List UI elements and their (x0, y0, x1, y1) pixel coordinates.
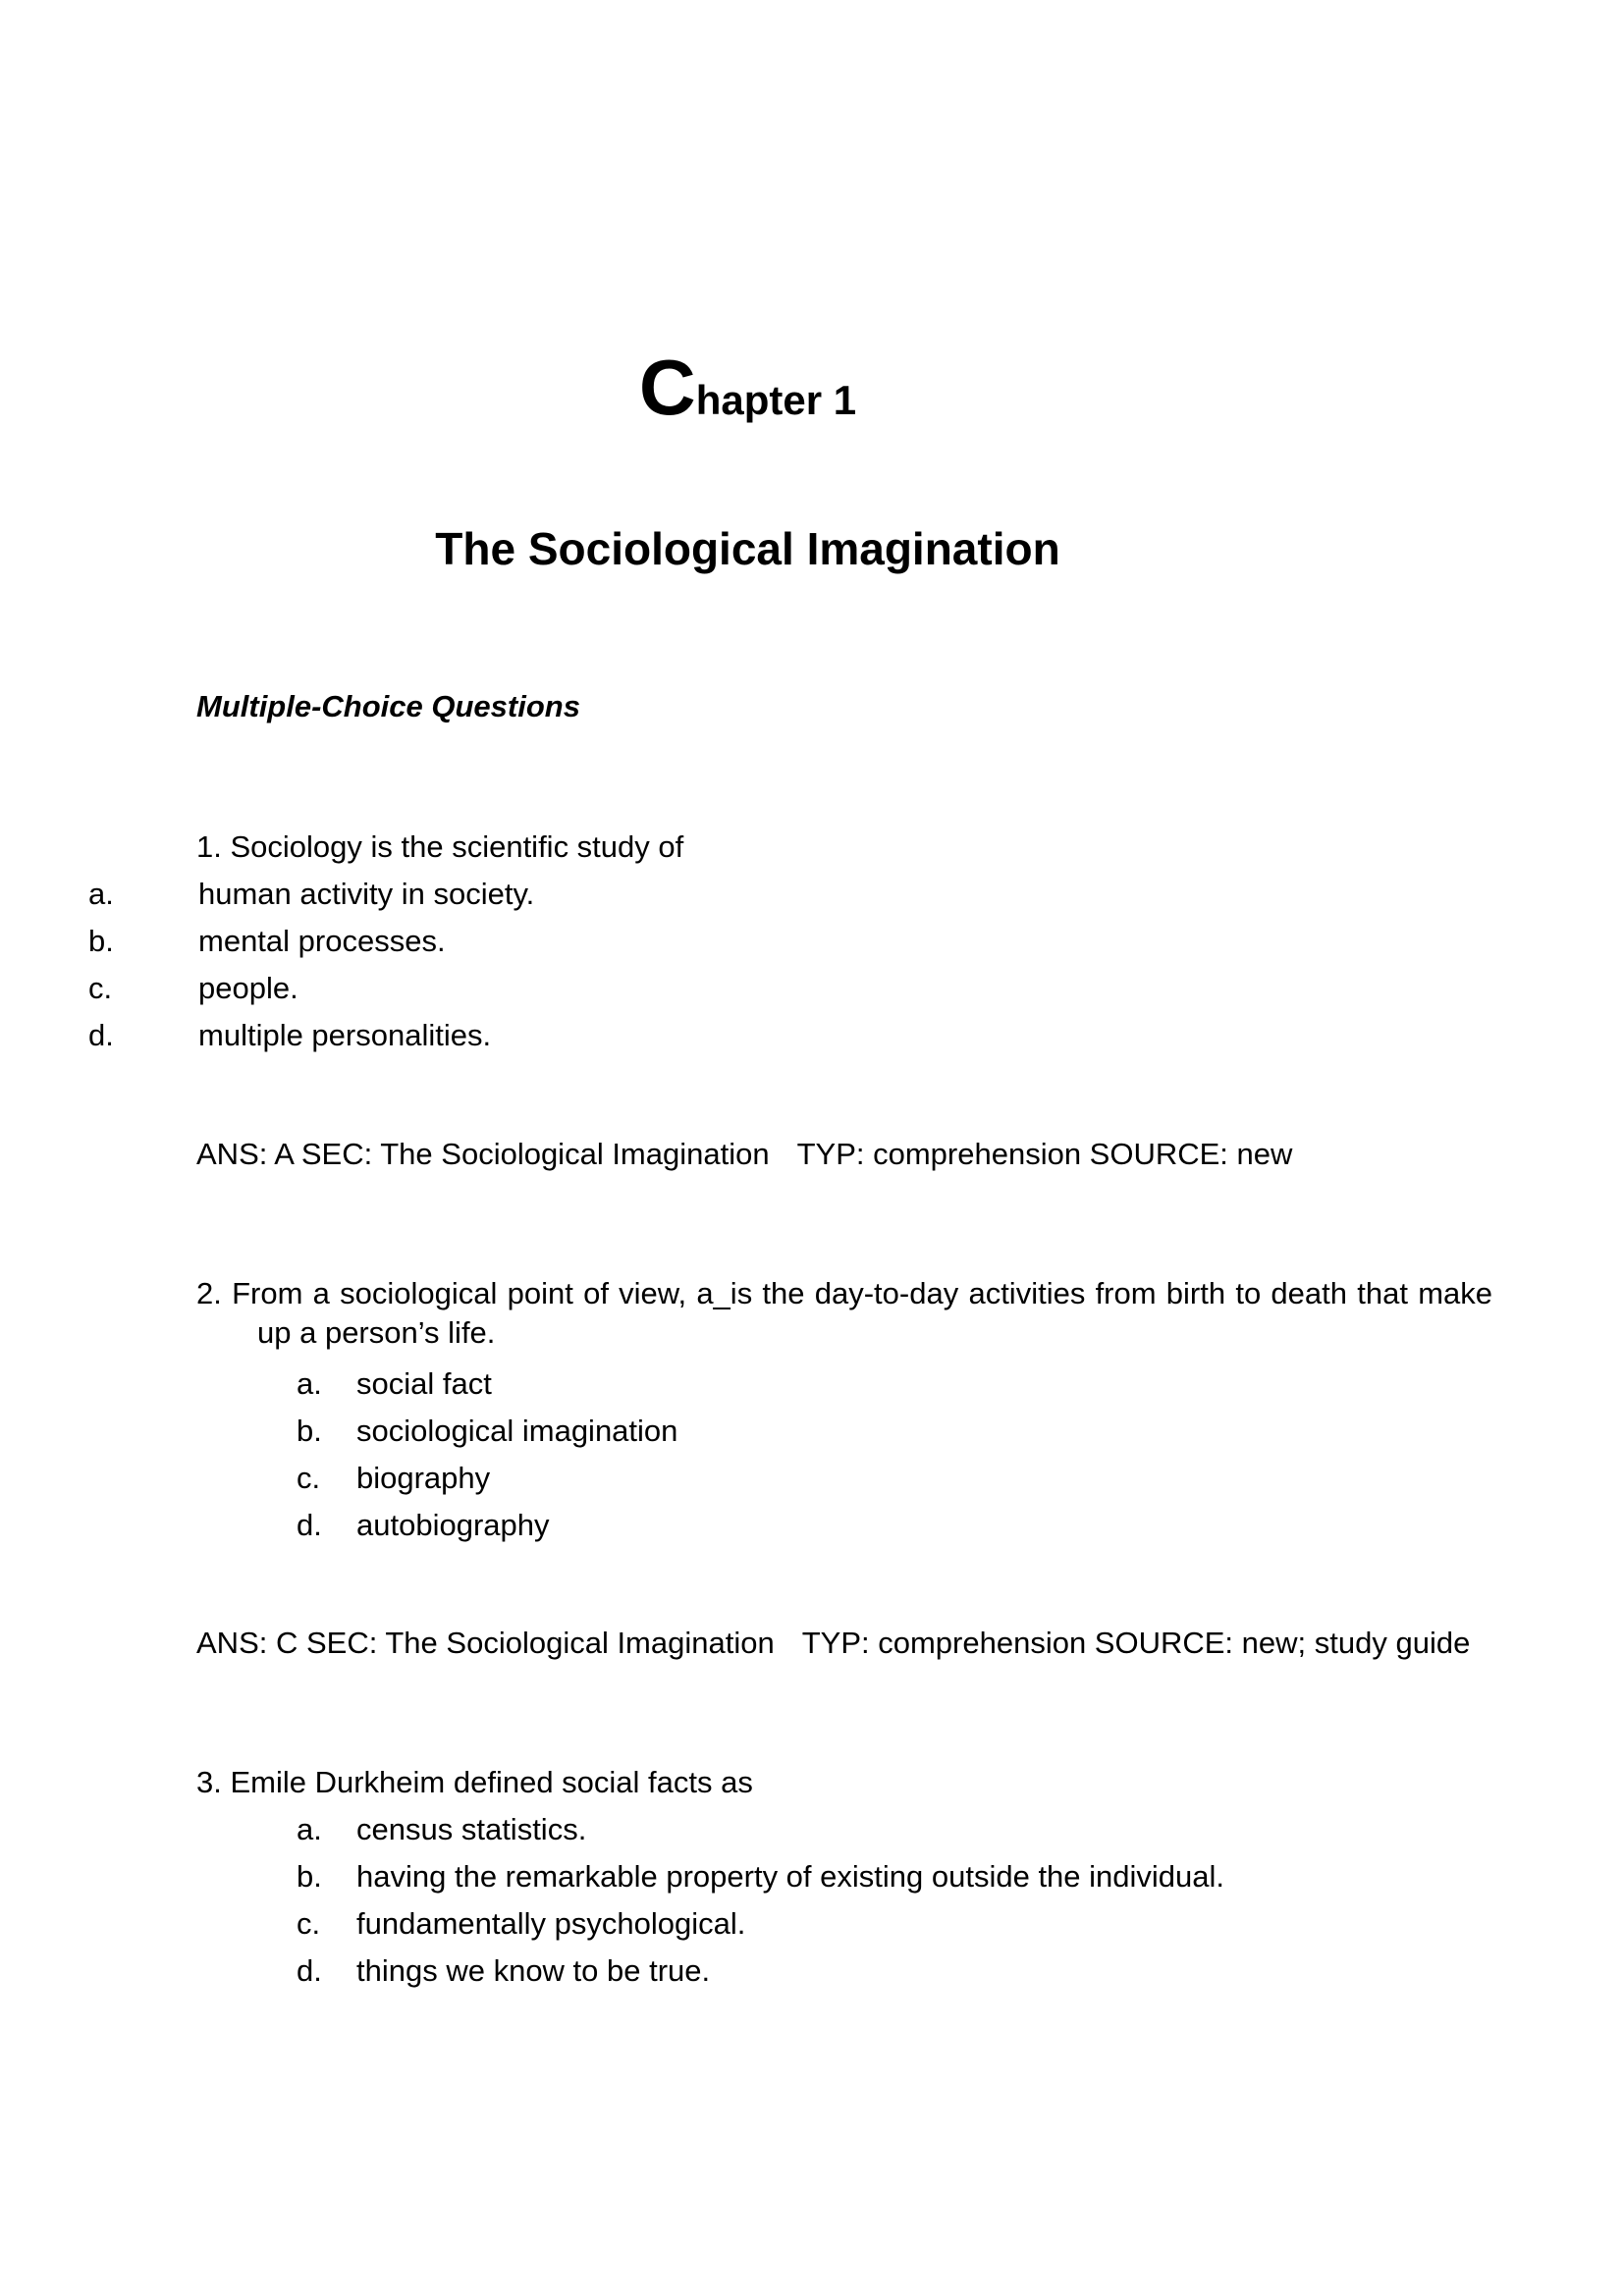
question-3-option-letter: d. (297, 1953, 322, 1988)
question-3-option-text: fundamentally psychological. (356, 1906, 746, 1941)
question-2-stem: 2. From a sociological point of view, a_is the day-to-day activities from birth to death that make up a person’s life. (196, 1276, 1492, 1350)
question-3-stem: 3. Emile Durkheim defined social facts as (196, 1765, 753, 1799)
question-3-option-text: having the remarkable property of existing outside the individual. (356, 1859, 1225, 1894)
question-2-option-text: sociological imagination (356, 1414, 678, 1448)
question-2-option-letter: a. (297, 1366, 322, 1401)
question-1-option-letter: c. (88, 971, 113, 1005)
answer-key: ANS: C SEC: The Sociological Imagination (196, 1626, 775, 1660)
question-3-option-text: things we know to be true. (356, 1953, 711, 1988)
question-1-option-letter: d. (88, 1018, 114, 1052)
question-1-stem: 1. Sociology is the scientific study of (196, 829, 684, 864)
section-heading: Multiple-Choice Questions (196, 689, 580, 723)
question-2-option-letter: d. (297, 1508, 322, 1542)
question-1-answer-line (196, 1135, 1292, 1174)
answer-key: ANS: A SEC: The Sociological Imagination (196, 1137, 770, 1171)
question-3-option-letter: b. (297, 1859, 322, 1894)
question-2-answer-line (196, 1624, 1470, 1663)
question-2-option-text: biography (356, 1461, 491, 1495)
question-1-option-text: multiple personalities. (198, 1018, 492, 1052)
chapter-title (0, 344, 1495, 431)
question-1-option-letter: b. (88, 924, 114, 958)
question-1-option-text: human activity in society. (198, 877, 535, 911)
question-3-option-letter: c. (297, 1906, 321, 1941)
answer-meta: TYP: comprehension SOURCE: new; study guide (801, 1626, 1471, 1660)
question-2-option-text: social fact (356, 1366, 492, 1401)
question-1-option-letter: a. (88, 877, 114, 911)
question-3-option-letter: a. (297, 1812, 322, 1846)
question-1-option-text: mental processes. (198, 924, 446, 958)
question-2-option-text: autobiography (356, 1508, 550, 1542)
question-3-option-text: census statistics. (356, 1812, 587, 1846)
question-2-option-letter: c. (297, 1461, 321, 1495)
chapter-title-rest: hapter 1 (695, 377, 857, 423)
question-1-option-text: people. (198, 971, 298, 1005)
answer-meta: TYP: comprehension SOURCE: new (796, 1137, 1293, 1171)
question-2-option-letter: b. (297, 1414, 322, 1448)
chapter-subtitle: The Sociological Imagination (435, 523, 1060, 574)
chapter-dropcap: C (638, 344, 696, 431)
